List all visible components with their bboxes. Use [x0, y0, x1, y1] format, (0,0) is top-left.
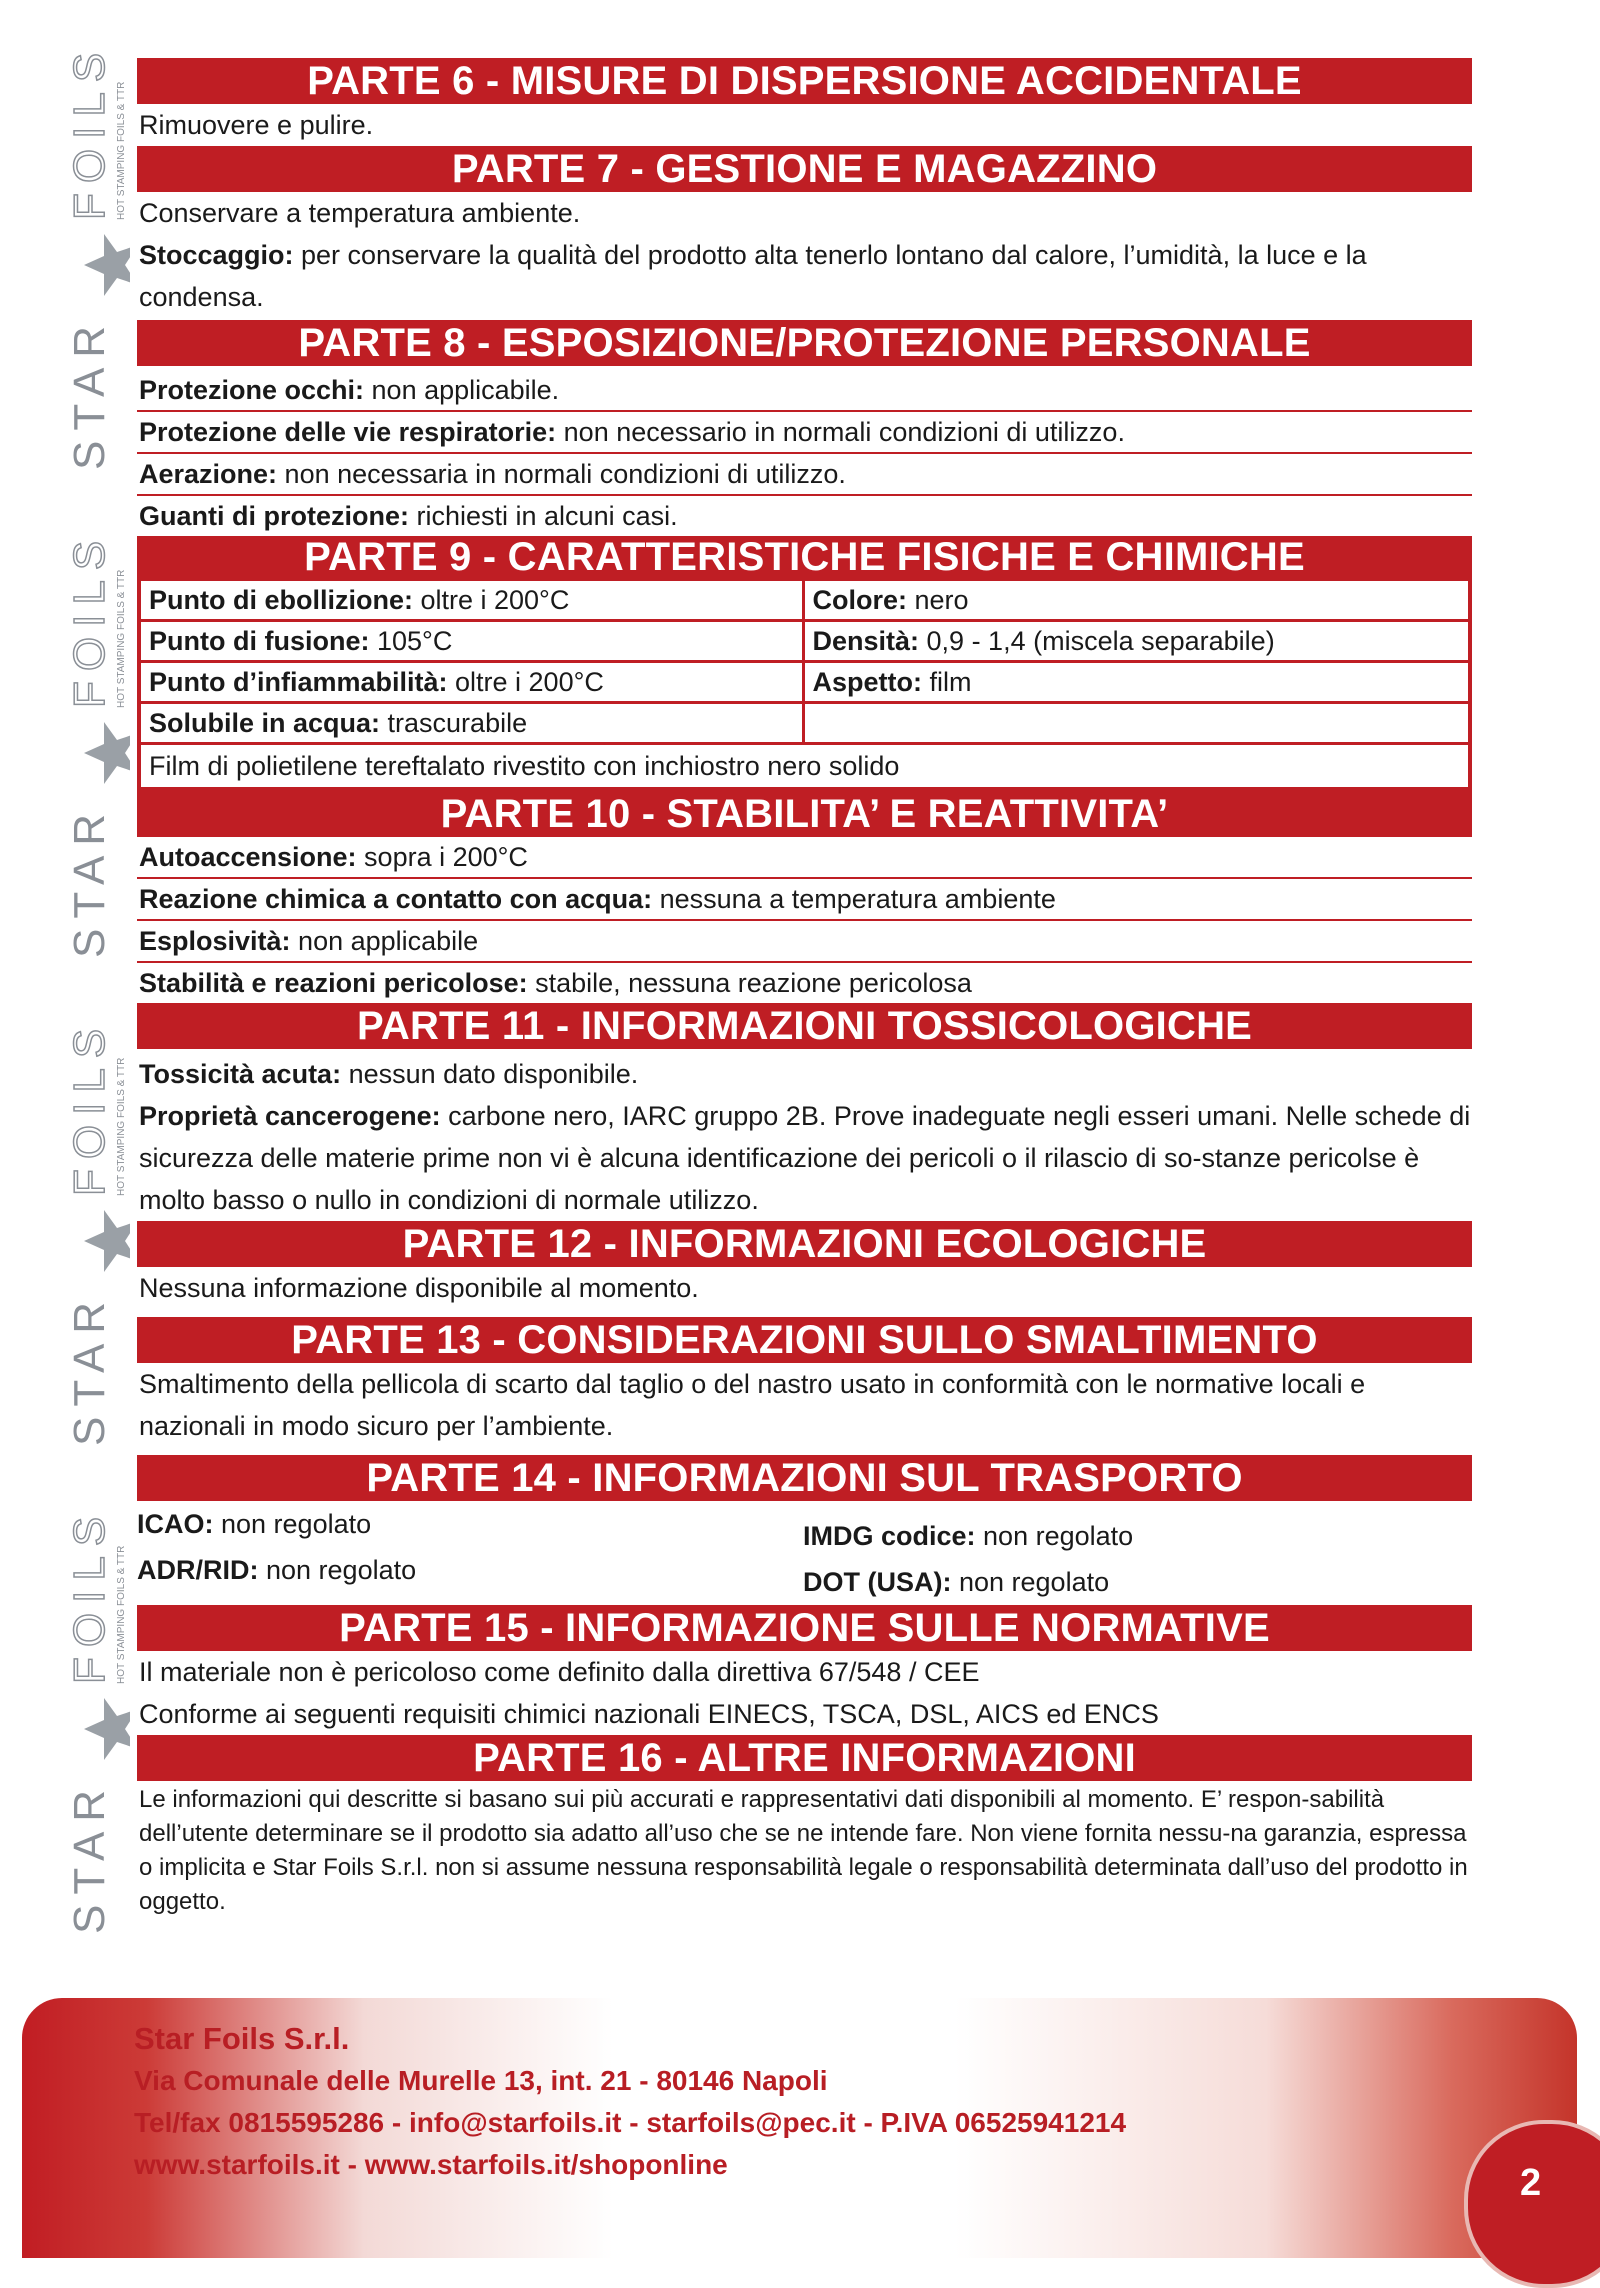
stability-row: Reazione chimica a contatto con acqua: nessuna a temperatura ambiente [137, 879, 1472, 921]
imdg: IMDG codice: non regolato [803, 1521, 1134, 1551]
svg-text:STAR: STAR [65, 1291, 114, 1446]
row-label: Protezione delle vie respiratorie: [139, 417, 557, 447]
section-13-text: Smaltimento della pellicola di scarto dal taglio o del nastro usato in conformità con le normative locali e nazionali in modo sicuro per l’ambiente. [139, 1369, 1366, 1441]
section-15-title: PARTE 15 - INFORMAZIONE SULLE NORMATIVE [137, 1605, 1472, 1651]
transport-col-right [803, 1501, 1133, 1605]
section-12-title: PARTE 12 - INFORMAZIONI ECOLOGICHE [137, 1221, 1472, 1267]
section-7-title: PARTE 7 - GESTIONE E MAGAZZINO [137, 146, 1472, 192]
section-15-text2: Conforme ai seguenti requisiti chimici nazionali EINECS, TSCA, DSL, AICS ed ENCS [139, 1699, 1159, 1729]
table-row [141, 622, 1468, 660]
row-value: richiesti in alcuni casi. [409, 501, 678, 531]
carcinogenic-properties: Proprietà cancerogene: carbone nero, IARC gruppo 2B. Prove inadeguate negli esseri umani. Nelle schede di sicurezza delle materie prime non vi è alcuna identificazione dei pericoli o il rilascio di so-stanze pericolse è molto basso o nullo in condizioni di normale utilizzo. [139, 1101, 1471, 1215]
star-icon [84, 722, 130, 784]
icao: ICAO: non regolato [137, 1509, 372, 1539]
table-cell: Solubile in acqua: trascurabile [141, 704, 805, 742]
side-logo [50, 518, 130, 978]
section-8-list [137, 366, 1472, 536]
storage-label: Stoccaggio: [139, 240, 294, 270]
row-label: Guanti di protezione: [139, 501, 409, 531]
adr-rid: ADR/RID: non regolato [137, 1555, 417, 1585]
row-value: non necessaria in normali condizioni di utilizzo. [277, 459, 846, 489]
protection-row [137, 454, 1472, 496]
svg-text:FOILS: FOILS [65, 530, 114, 708]
svg-text:FOILS: FOILS [65, 1018, 114, 1196]
section-15-text1: Il materiale non è pericoloso come definito dalla direttiva 67/548 / CEE [139, 1657, 980, 1687]
table-cell [805, 704, 1469, 742]
svg-text:STAR: STAR [65, 315, 114, 470]
section-10-list [137, 837, 1472, 1003]
company-web-links[interactable]: www.starfoils.it - www.starfoils.it/shoponline [134, 2149, 728, 2180]
table-row [141, 704, 1468, 742]
row-label: Protezione occhi: [139, 375, 365, 405]
svg-text:STAR: STAR [65, 1779, 114, 1934]
section-12-text: Nessuna informazione disponibile al momento. [139, 1273, 699, 1303]
protection-row [137, 412, 1472, 454]
star-icon [84, 234, 130, 296]
table-cell: Colore: nero [805, 581, 1469, 619]
table-row [141, 581, 1468, 619]
section-9 [137, 536, 1472, 791]
document-body [137, 58, 1472, 1919]
company-contacts[interactable]: Tel/fax 0815595286 - info@starfoils.it - starfoils@pec.it - P.IVA 06525941214 [134, 2107, 1127, 2138]
svg-text:HOT STAMPING FOILS & TTR: HOT STAMPING FOILS & TTR [116, 81, 127, 220]
side-logo [50, 1494, 130, 1954]
side-logo [50, 30, 130, 490]
star-icon [84, 1210, 130, 1272]
star-foils-logo [50, 1006, 130, 1466]
row-value: non necessario in normali condizioni di utilizzo. [556, 417, 1125, 447]
svg-text:STAR: STAR [65, 803, 114, 958]
properties-table [141, 578, 1468, 745]
section-14-title: PARTE 14 - INFORMAZIONI SUL TRASPORTO [137, 1455, 1472, 1501]
table-cell: Punto di fusione: 105°C [141, 622, 805, 660]
storage-text: per conservare la qualità del prodotto alta tenerlo lontano dal calore, l’umidità, la luce e la condensa. [139, 240, 1367, 312]
footer-contacts [134, 2018, 1126, 2186]
star-foils-logo [50, 30, 130, 490]
stability-row: Autoaccensione: sopra i 200°C [137, 837, 1472, 879]
transport-info [137, 1501, 1472, 1605]
section-10-title: PARTE 10 - STABILITA’ E REATTIVITA’ [137, 791, 1472, 837]
table-cell: Punto di ebollizione: oltre i 200°C [141, 581, 805, 619]
section-9-title: PARTE 9 - CARATTERISTICHE FISICHE E CHIMICHE [141, 536, 1468, 578]
page-number-badge [1464, 2120, 1600, 2288]
company-address: Via Comunale delle Murelle 13, int. 21 - 80146 Napoli [134, 2065, 828, 2096]
svg-text:FOILS: FOILS [65, 1506, 114, 1684]
protection-row [137, 496, 1472, 536]
section-16-title: PARTE 16 - ALTRE INFORMAZIONI [137, 1735, 1472, 1781]
section-11-title: PARTE 11 - INFORMAZIONI TOSSICOLOGICHE [137, 1003, 1472, 1049]
table-cell: Aspetto: film [805, 663, 1469, 701]
section-16-text: Le informazioni qui descritte si basano sui più accurati e rappresentativi dati disponibili al momento. E’ respon-sabilità dell’utente determinare se il prodotto sia adatto all’uso che se ne intende fare. Non viene fornita nessu-na garanzia, espressa o implicita e Star Foils S.r.l. non si assume nessuna responsabilità legale o responsabilità determinata dall’uso del prodotto in oggetto. [139, 1786, 1468, 1915]
svg-text:FOILS: FOILS [65, 42, 114, 220]
section-13-title: PARTE 13 - CONSIDERAZIONI SULLO SMALTIMENTO [137, 1317, 1472, 1363]
table-cell: Punto d’infiammabilità: oltre i 200°C [141, 663, 805, 701]
row-label: Aerazione: [139, 459, 278, 489]
stability-row: Esplosività: non applicabile [137, 921, 1472, 963]
dot-usa: DOT (USA): non regolato [803, 1567, 1110, 1597]
section-7-storage [137, 234, 1472, 318]
transport-col-left [137, 1501, 803, 1605]
star-foils-logo [50, 518, 130, 978]
footer [22, 1998, 1577, 2258]
table-row [141, 663, 1468, 701]
section-6-title: PARTE 6 - MISURE DI DISPERSIONE ACCIDENTALE [137, 58, 1472, 104]
page-number: 2 [1520, 2162, 1542, 2204]
row-value: non applicabile. [364, 375, 560, 405]
stability-row: Stabilità e reazioni pericolose: stabile, nessuna reazione pericolosa [139, 968, 972, 998]
material-note: Film di polietilene tereftalato rivestito con inchiostro nero solido [141, 745, 1468, 787]
star-icon [84, 1698, 130, 1760]
side-logo [50, 1006, 130, 1466]
section-8-title: PARTE 8 - ESPOSIZIONE/PROTEZIONE PERSONALE [137, 320, 1472, 366]
company-name: Star Foils S.r.l. [134, 2021, 350, 2056]
star-foils-logo [50, 1494, 130, 1954]
table-cell: Densità: 0,9 - 1,4 (miscela separabile) [805, 622, 1469, 660]
section-7-text: Conservare a temperatura ambiente. [139, 198, 581, 228]
acute-toxicity: Tossicità acuta: nessun dato disponibile. [139, 1059, 639, 1089]
svg-text:HOT STAMPING FOILS & TTR: HOT STAMPING FOILS & TTR [116, 1545, 127, 1684]
svg-text:HOT STAMPING FOILS & TTR: HOT STAMPING FOILS & TTR [116, 1057, 127, 1196]
section-6-text: Rimuovere e pulire. [139, 110, 374, 140]
svg-text:HOT STAMPING FOILS & TTR: HOT STAMPING FOILS & TTR [116, 569, 127, 708]
protection-row [137, 370, 1472, 412]
